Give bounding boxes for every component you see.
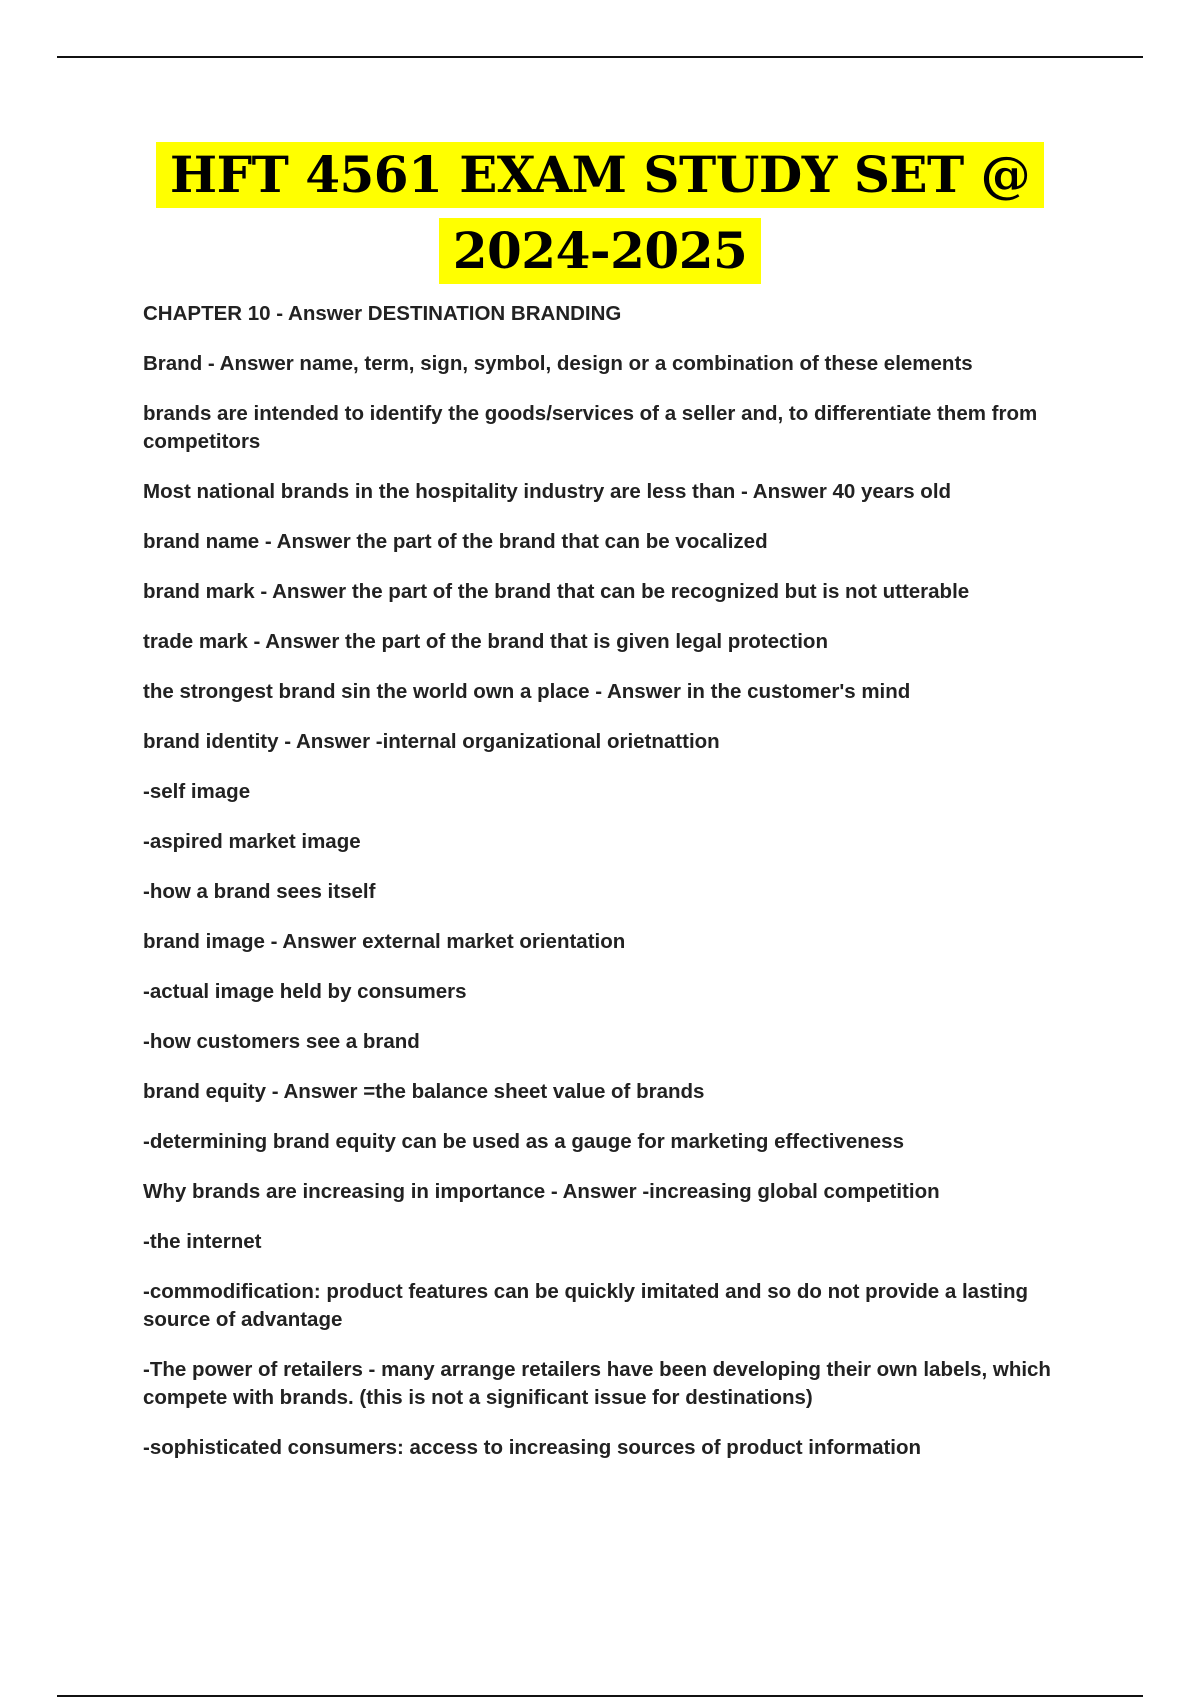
text-line: the strongest brand sin the world own a place - Answer in the customer's mind (143, 680, 911, 703)
text-line: -The power of retailers - many arrange retailers have been developing their own labels, which compete with brands. (this is not a significant issue for destinations) (143, 1358, 1051, 1409)
bottom-rule (57, 1695, 1143, 1697)
text-line: -actual image held by consumers (143, 980, 467, 1003)
text-line: -commodification: product features can be quickly imitated and so do not provide a lasting source of advantage (143, 1280, 1029, 1331)
text-line: Brand - Answer name, term, sign, symbol, design or a combination of these elements (143, 352, 973, 375)
title-line-1: HFT 4561 EXAM STUDY SET @ (156, 142, 1044, 208)
title-line-2: 2024-2025 (439, 218, 762, 284)
text-line: -self image (143, 780, 251, 803)
text-line: brand image - Answer external market orientation (143, 930, 626, 953)
text-line: Why brands are increasing in importance - Answer -increasing global competition (143, 1180, 940, 1203)
document-title (0, 142, 1200, 284)
text-line: trade mark - Answer the part of the brand that is given legal protection (143, 630, 828, 653)
text-line: brand mark - Answer the part of the brand that can be recognized but is not utterable (143, 580, 970, 603)
text-line: Most national brands in the hospitality industry are less than - Answer 40 years old (143, 480, 952, 503)
top-rule (57, 56, 1143, 58)
text-line: -aspired market image (143, 830, 361, 853)
text-line: -the internet (143, 1230, 262, 1253)
text-line: brand equity - Answer =the balance sheet value of brands (143, 1080, 705, 1103)
text-line: -sophisticated consumers: access to increasing sources of product information (143, 1436, 922, 1459)
text-line: brand name - Answer the part of the brand that can be vocalized (143, 530, 768, 553)
text-line: brands are intended to identify the goods/services of a seller and, to differentiate them from competitors (143, 402, 1038, 453)
text-line: brand identity - Answer -internal organizational orietnattion (143, 730, 720, 753)
document-body (143, 300, 1083, 1484)
text-line: -how a brand sees itself (143, 880, 376, 903)
text-line: -how customers see a brand (143, 1030, 420, 1053)
text-line: -determining brand equity can be used as a gauge for marketing effectiveness (143, 1130, 904, 1153)
chapter-heading: CHAPTER 10 - Answer DESTINATION BRANDING (143, 302, 622, 325)
